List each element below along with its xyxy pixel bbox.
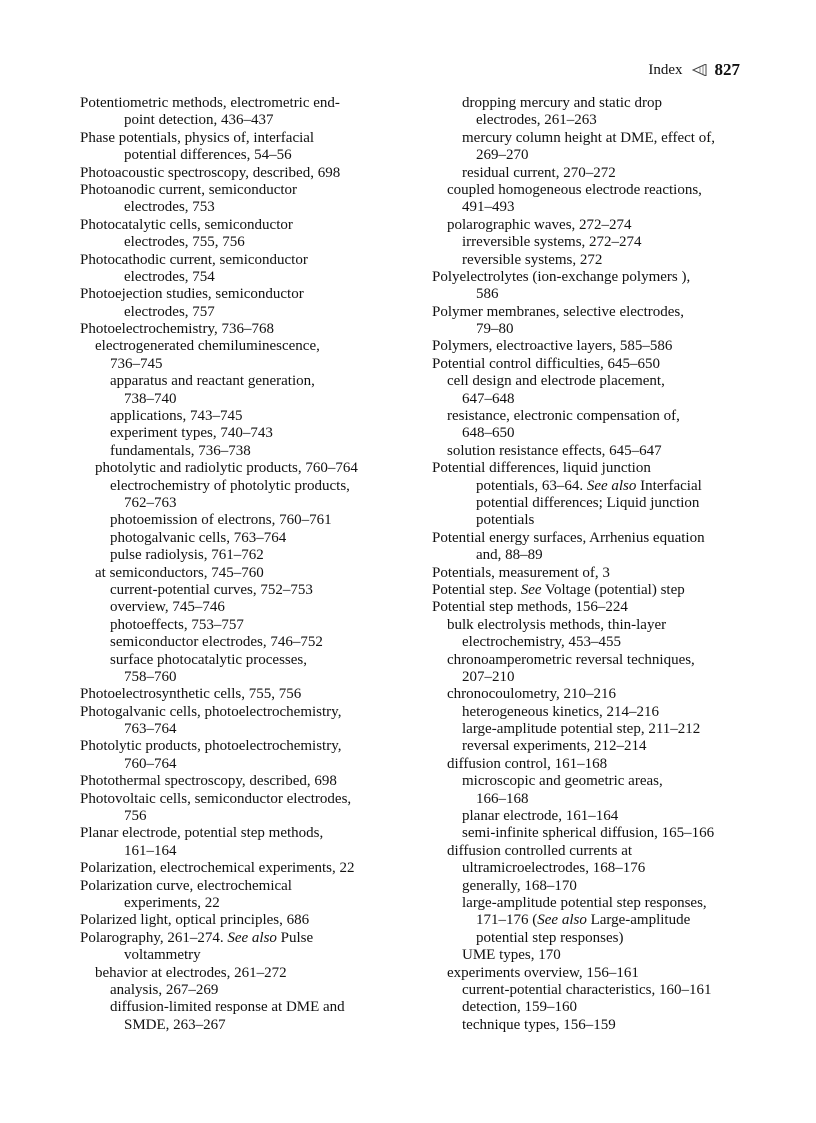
index-entry-line: reversible systems, 272 (462, 251, 603, 268)
index-entry-line: Polymer membranes, selective electrodes, (432, 303, 684, 320)
index-entry-line: SMDE, 263–267 (124, 1016, 226, 1033)
left-triangle-icon (691, 64, 707, 76)
header-title: Index (648, 61, 683, 78)
index-entry-line: Photothermal spectroscopy, described, 698 (80, 773, 337, 790)
index-entry-line: experiments overview, 156–161 (447, 964, 639, 981)
index-entry-line: photoeffects, 753–757 (110, 616, 244, 633)
index-entry-line: Photogalvanic cells, photoelectrochemistry, (80, 703, 342, 720)
index-entry-line: potential differences, 54–56 (124, 147, 292, 164)
index-entry-line: potentials (476, 512, 535, 529)
index-entry-line: Potential control difficulties, 645–650 (432, 355, 661, 372)
index-entry-line: 736–745 (110, 355, 163, 372)
page-header (648, 60, 740, 80)
index-entry-line: Polarized light, optical principles, 686 (80, 912, 310, 929)
index-entry-line: Photocathodic current, semiconductor (80, 251, 308, 268)
index-entry-line: heterogeneous kinetics, 214–216 (462, 703, 660, 720)
index-entry-line: electrodes, 754 (124, 268, 215, 285)
index-entry-line: Potential energy surfaces, Arrhenius equation (432, 529, 705, 546)
index-entry-line: electrodes, 261–263 (476, 112, 597, 129)
index-entry-line: cell design and electrode placement, (447, 373, 665, 390)
index-entry-line: semi-infinite spherical diffusion, 165–166 (462, 825, 715, 842)
index-entry-line: mercury column height at DME, effect of, (462, 129, 715, 146)
index-entry-line: at semiconductors, 745–760 (95, 564, 264, 581)
index-entry-line: 756 (124, 808, 147, 825)
index-entry-line: 79–80 (476, 321, 514, 338)
index-entry-line: 161–164 (124, 842, 177, 859)
index-entry-line: irreversible systems, 272–274 (462, 234, 642, 251)
index-entry-line: potentials, 63–64. See also Interfacial (476, 477, 702, 494)
index-entry-line: diffusion-limited response at DME and (110, 999, 345, 1016)
index-entry-line: fundamentals, 736–738 (110, 442, 251, 459)
index-entry-line: experiments, 22 (124, 894, 220, 911)
index-entry-line: 647–648 (462, 390, 515, 407)
index-entry-line: 760–764 (124, 755, 177, 772)
index-entry-line: chronocoulometry, 210–216 (447, 686, 616, 703)
index-entry-line: surface photocatalytic processes, (110, 651, 307, 668)
index-entry-line: Potential differences, liquid junction (432, 460, 651, 477)
index-entry-line: current-potential characteristics, 160–161 (462, 981, 712, 998)
index-entry-line: point detection, 436–437 (124, 112, 274, 129)
index-entry-line: 207–210 (462, 668, 515, 685)
index-entry-line: experiment types, 740–743 (110, 425, 273, 442)
index-entry-line: solution resistance effects, 645–647 (447, 442, 662, 459)
index-entry-line: Potential step. See Voltage (potential) step (432, 581, 685, 598)
index-entry-line: residual current, 270–272 (462, 164, 616, 181)
index-entry-line: 171–176 (See also Large-amplitude (476, 912, 691, 929)
index-entry-line: photolytic and radiolytic products, 760–764 (95, 460, 358, 477)
index-entry-line: large-amplitude potential step, 211–212 (462, 721, 701, 738)
index-entry-line: electrochemistry of photolytic products, (110, 477, 350, 494)
index-entry-line: 491–493 (462, 199, 515, 216)
index-entry-line: apparatus and reactant generation, (110, 373, 315, 390)
index-entry-line: 269–270 (476, 147, 529, 164)
index-entry-line: generally, 168–170 (462, 877, 577, 894)
index-entry-line: planar electrode, 161–164 (462, 808, 619, 825)
index-entry-line: resistance, electronic compensation of, (447, 408, 680, 425)
index-entry-line: electrodes, 757 (124, 303, 215, 320)
index-entry-line: Potentiometric methods, electrometric end- (80, 95, 340, 111)
index-column-right (432, 95, 752, 1034)
index-entry-line: behavior at electrodes, 261–272 (95, 964, 287, 981)
index-entry-line: 586 (476, 286, 499, 303)
index-entry-line: Photolytic products, photoelectrochemistry, (80, 738, 342, 755)
index-entry-line: Photoelectrochemistry, 736–768 (80, 321, 274, 338)
index-entry-line: chronoamperometric reversal techniques, (447, 651, 695, 668)
index-entry-line: analysis, 267–269 (110, 981, 219, 998)
index-entry-line: and, 88–89 (476, 547, 543, 564)
index-entry-line: bulk electrolysis methods, thin-layer (447, 616, 667, 633)
index-entry-line: electrodes, 755, 756 (124, 234, 245, 251)
index-entry-line: current-potential curves, 752–753 (110, 581, 313, 598)
index-entry-line: photogalvanic cells, 763–764 (110, 529, 287, 546)
index-entry-line: semiconductor electrodes, 746–752 (110, 634, 323, 651)
index-entry-line: electrochemistry, 453–455 (462, 634, 621, 651)
index-entry-line: applications, 743–745 (110, 408, 243, 425)
index-entry-line: voltammetry (124, 947, 201, 964)
index-entry-line: potential differences; Liquid junction (476, 494, 700, 511)
index-entry-line: Polymers, electroactive layers, 585–586 (432, 338, 673, 355)
index-entry-line: electrogenerated chemiluminescence, (95, 338, 320, 355)
index-entry-line: 738–740 (124, 390, 177, 407)
index-entry-line: coupled homogeneous electrode reactions, (447, 181, 702, 198)
index-entry-line: technique types, 156–159 (462, 1016, 616, 1033)
index-entry-line: Photoejection studies, semiconductor (80, 286, 304, 303)
index-column-left (80, 95, 400, 1034)
index-entry-line: Potential step methods, 156–224 (432, 599, 628, 616)
index-entry-line: reversal experiments, 212–214 (462, 738, 647, 755)
index-entry-line: dropping mercury and static drop (462, 95, 662, 111)
index-entry-line: diffusion controlled currents at (447, 842, 633, 859)
index-entry-line: Phase potentials, physics of, interfacial (80, 129, 315, 146)
index-entry-line: photoemission of electrons, 760–761 (110, 512, 332, 529)
index-entry-line: 758–760 (124, 668, 177, 685)
index-entry-line: Photoanodic current, semiconductor (80, 181, 298, 198)
index-entry-line: large-amplitude potential step responses, (462, 894, 707, 911)
index-entry-line: UME types, 170 (462, 947, 561, 964)
index-entry-line: pulse radiolysis, 761–762 (110, 547, 264, 564)
index-entry-line: Potentials, measurement of, 3 (432, 564, 610, 581)
index-entry-line: Photocatalytic cells, semiconductor (80, 216, 293, 233)
index-entry-line: Photovoltaic cells, semiconductor electrodes, (80, 790, 352, 807)
index-entry-line: 648–650 (462, 425, 515, 442)
index-entry-line: polarographic waves, 272–274 (447, 216, 632, 233)
index-entry-line: 166–168 (476, 790, 529, 807)
index-entry-line: Photoelectrosynthetic cells, 755, 756 (80, 686, 302, 703)
index-entry-line: Planar electrode, potential step methods, (80, 825, 324, 842)
index-entry-line: ultramicroelectrodes, 168–176 (462, 860, 646, 877)
index-entry-line: Polarization, electrochemical experiments, 22 (80, 860, 355, 877)
index-entry-line: Polarization curve, electrochemical (80, 877, 292, 894)
index-entry-line: Photoacoustic spectroscopy, described, 698 (80, 164, 341, 181)
page-number: 827 (714, 60, 740, 79)
index-entry-line: 762–763 (124, 494, 177, 511)
index-entry-line: overview, 745–746 (110, 599, 225, 616)
index-entry-line: Polarography, 261–274. See also Pulse (80, 929, 314, 946)
index-entry-line: Polyelectrolytes (ion-exchange polymers ), (432, 268, 691, 285)
index-entry-line: diffusion control, 161–168 (447, 755, 608, 772)
index-entry-line: microscopic and geometric areas, (462, 773, 663, 790)
index-entry-line: 763–764 (124, 721, 177, 738)
index-entry-line: detection, 159–160 (462, 999, 577, 1016)
index-entry-line: potential step responses) (476, 929, 624, 946)
index-entry-line: electrodes, 753 (124, 199, 215, 216)
